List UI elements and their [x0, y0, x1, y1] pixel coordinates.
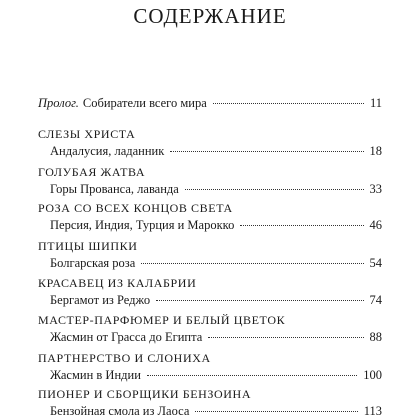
- toc-line: [38, 366, 382, 383]
- dot-leader: [208, 325, 363, 338]
- chapter-heading: МАСТЕР-ПАРФЮМЕР И БЕЛЫЙ ЦВЕТОК: [38, 313, 286, 327]
- toc-line: [38, 254, 382, 271]
- page-number: 74: [369, 293, 382, 307]
- chapter-subtitle: Болгарская роза: [50, 256, 136, 270]
- dot-leader: [170, 139, 363, 152]
- chapter-heading: ПИОНЕР И СБОРЩИКИ БЕНЗОИНА: [38, 387, 252, 401]
- chapter-subtitle: Жасмин в Индии: [50, 368, 141, 382]
- page-number: 100: [363, 368, 382, 382]
- page-number: 46: [369, 218, 382, 232]
- page-title: СОДЕРЖАНИЕ: [133, 4, 287, 28]
- page-number: 33: [369, 182, 382, 196]
- chapter-subtitle: Персия, Индия, Турция и Марокко: [50, 218, 235, 232]
- chapter-heading: ПТИЦЫ ШИПКИ: [38, 239, 138, 253]
- chapter-heading: ПАРТНЕРСТВО И СЛОНИХА: [38, 351, 211, 365]
- page-number: 88: [369, 330, 382, 344]
- chapter-subtitle: Бензойная смола из Лаоса: [50, 404, 190, 418]
- toc-entry-chapter[interactable]: [38, 200, 382, 233]
- toc-entry-chapter[interactable]: [38, 238, 382, 271]
- toc-line: [38, 402, 382, 419]
- dot-leader: [141, 251, 363, 264]
- toc-line: [38, 142, 382, 159]
- chapter-subtitle: Андалусия, ладанник: [50, 144, 165, 158]
- dot-leader: [240, 213, 363, 226]
- chapter-heading: СЛЕЗЫ ХРИСТА: [38, 127, 136, 141]
- toc-line: [38, 94, 382, 111]
- toc-line: [38, 216, 382, 233]
- chapter-heading: ГОЛУБАЯ ЖАТВА: [38, 165, 146, 179]
- chapter-subtitle: Горы Прованса, лаванда: [50, 182, 179, 196]
- toc-line: [38, 291, 382, 308]
- chapter-subtitle: Жасмин от Грасса до Египта: [50, 330, 203, 344]
- toc-entry-prolog[interactable]: [38, 94, 382, 111]
- chapter-heading: КРАСАВЕЦ ИЗ КАЛАБРИИ: [38, 276, 197, 290]
- page-number: 54: [369, 256, 382, 270]
- page-number: 18: [369, 144, 382, 158]
- toc-entry-chapter[interactable]: [38, 126, 382, 159]
- chapter-heading: РОЗА СО ВСЕХ КОНЦОВ СВЕТА: [38, 201, 233, 215]
- dot-leader: [156, 288, 363, 301]
- toc-entry-chapter[interactable]: [38, 350, 382, 383]
- dot-leader: [185, 177, 364, 190]
- chapter-subtitle: Бергамот из Реджо: [50, 293, 151, 307]
- page-number: 11: [369, 96, 382, 110]
- page-number: 113: [363, 404, 382, 418]
- toc-entry-chapter[interactable]: [38, 312, 382, 345]
- toc-line: [38, 180, 382, 197]
- toc-entry-chapter[interactable]: [38, 164, 382, 197]
- dot-leader: [213, 91, 364, 104]
- prolog-label: Пролог.: [38, 96, 79, 110]
- toc-line: [38, 328, 382, 345]
- dot-leader: [147, 363, 357, 376]
- toc-entry-chapter[interactable]: [38, 275, 382, 308]
- dot-leader: [195, 399, 357, 412]
- toc-entry-title: Собиратели всего мира: [82, 96, 207, 110]
- toc-entry-chapter[interactable]: [38, 386, 382, 419]
